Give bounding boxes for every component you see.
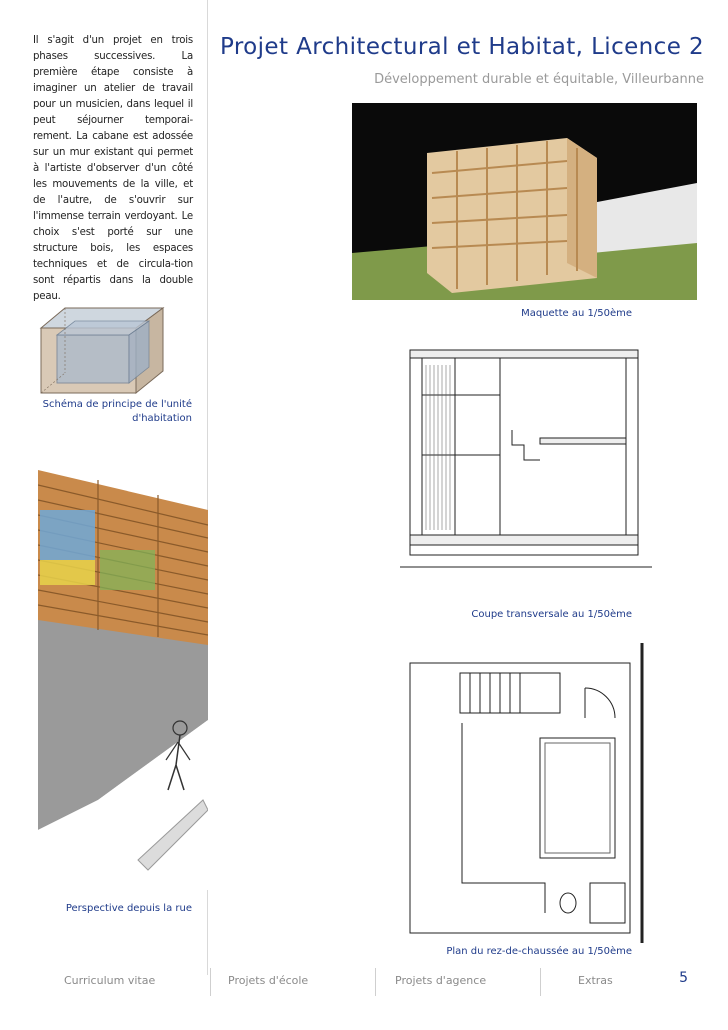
model-photo: [352, 103, 697, 300]
street-perspective-sketch: [38, 470, 208, 890]
nav-separator: [375, 968, 376, 996]
nav-separator: [540, 968, 541, 996]
cross-section-drawing: [400, 335, 652, 580]
ground-floor-plan: [400, 643, 654, 943]
nav-separator: [210, 968, 211, 996]
page-number: 5: [679, 970, 688, 986]
footer-nav: [0, 968, 728, 998]
page-subtitle: Développement durable et équitable, Villeurbanne: [374, 72, 704, 87]
caption-perspective: Perspective depuis la rue: [65, 903, 192, 914]
nav-projets-ecole[interactable]: Projets d'école: [228, 974, 309, 987]
nav-extras[interactable]: Extras: [578, 974, 613, 987]
caption-plan: Plan du rez-de-chaussée au 1/50ème: [446, 946, 632, 957]
nav-curriculum-vitae[interactable]: Curriculum vitae: [64, 974, 156, 987]
intro-paragraph: Il s'agit d'un projet en trois phases successives. La première étape consiste à imaginer un atelier de travail pour un musicien, dans lequel il peut séjourner temporai-rement. La cabane est adossée sur un mur existant qui permet à l'artiste d'observer d'un côté les mouvements de la ville, et de l'autre, de s'ouvrir sur l'immense terrain verdoyant. Le choix s'est porté sur une structure bois, les espaces techniques et de circula-tion sont répartis dans la double peau.: [33, 35, 193, 302]
page-title: Projet Architectural et Habitat, Licence 2: [219, 34, 704, 60]
cube-schema-sketch: [35, 303, 170, 398]
caption-schema: Schéma de principe de l'unité d'habitation: [42, 399, 192, 424]
nav-projets-agence[interactable]: Projets d'agence: [395, 974, 487, 987]
caption-coupe: Coupe transversale au 1/50ème: [471, 609, 632, 620]
caption-maquette: Maquette au 1/50ème: [521, 308, 632, 319]
